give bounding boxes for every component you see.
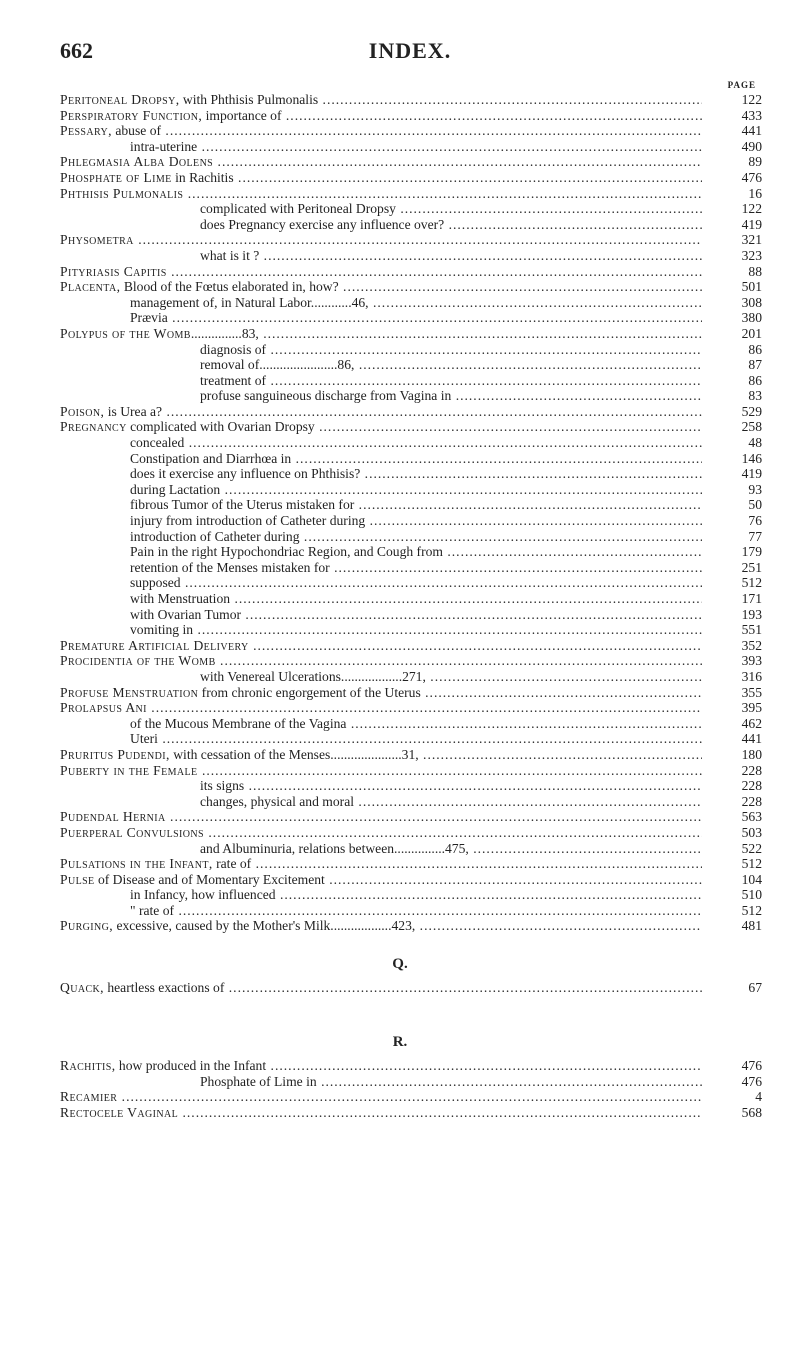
- entry-page-number: 490: [702, 139, 762, 155]
- entry-heading: Pessary,: [60, 123, 112, 139]
- index-entry: [60, 887, 762, 903]
- entry-page-number: 510: [702, 887, 762, 903]
- page-column-label: PAGE: [727, 80, 756, 90]
- entry-page-number: 563: [702, 809, 762, 825]
- index-entry: [60, 123, 762, 139]
- index-entry: [60, 794, 762, 810]
- entry-page-number: 93: [702, 482, 762, 498]
- entry-page-number: 433: [702, 108, 762, 124]
- page-number: 662: [60, 38, 93, 63]
- index-entries-q: [60, 980, 762, 996]
- entry-page-number: 380: [702, 310, 762, 326]
- entry-text: [60, 763, 702, 779]
- entry-page-number: 503: [702, 825, 762, 841]
- entry-page-number: 476: [702, 1058, 762, 1074]
- entry-page-number: 355: [702, 685, 762, 701]
- index-entry: [60, 404, 762, 420]
- entry-subtext: does Pregnancy exercise any influence over?: [200, 216, 445, 232]
- entry-text: [60, 92, 702, 108]
- entry-heading: Rectocele Vaginal: [60, 1104, 179, 1120]
- entry-text: [60, 872, 702, 888]
- entry-page-number: 481: [702, 918, 762, 934]
- section-letter-q: Q.: [392, 956, 408, 972]
- index-entry: [60, 607, 762, 623]
- index-entry: [60, 419, 762, 435]
- entry-subtext: supposed: [130, 575, 181, 591]
- entry-page-number: 193: [702, 607, 762, 623]
- index-entry: [60, 700, 762, 716]
- entry-text: [60, 451, 702, 467]
- entry-page-number: 104: [702, 872, 762, 888]
- index-entry: [60, 186, 762, 202]
- entry-text: [60, 419, 702, 435]
- index-entry: [60, 560, 762, 576]
- entry-text: [60, 841, 702, 857]
- index-entry: [60, 1105, 762, 1121]
- entry-subtext: Constipation and Diarrhœa in: [130, 450, 292, 466]
- entry-heading: Peritoneal Dropsy,: [60, 92, 180, 107]
- index-entry: [60, 482, 762, 498]
- entry-heading: Phosphate of Lime: [60, 169, 172, 185]
- index-entry: [60, 638, 762, 654]
- entry-text: [60, 404, 702, 420]
- entry-text: [60, 497, 702, 513]
- entry-page-number: 83: [702, 388, 762, 404]
- entry-heading: Procidentia of the Womb: [60, 653, 216, 669]
- entry-text: [60, 544, 702, 560]
- entry-heading: Prolapsus Ani: [60, 700, 147, 716]
- entry-subtext: injury from introduction of Catheter during: [130, 513, 366, 529]
- index-entry: [60, 747, 762, 763]
- entry-subtext: from chronic engorgement of the Uterus: [198, 684, 421, 700]
- index-entry: [60, 279, 762, 295]
- entry-subtext: removal of.......................86,: [200, 357, 355, 373]
- entry-page-number: 352: [702, 638, 762, 654]
- entry-subtext: does it exercise any influence on Phthisis?: [130, 466, 361, 482]
- index-entry: [60, 903, 762, 919]
- entry-page-number: 476: [702, 1074, 762, 1090]
- index-entry: [60, 139, 762, 155]
- entry-text: [60, 1089, 702, 1105]
- index-entries-r: [60, 1058, 762, 1120]
- entry-page-number: 16: [702, 186, 762, 202]
- entry-subtext: importance of: [202, 107, 282, 123]
- index-entry: [60, 1058, 762, 1074]
- index-entry: [60, 872, 762, 888]
- index-entry: [60, 497, 762, 513]
- entry-page-number: 419: [702, 466, 762, 482]
- index-entry: [60, 357, 762, 373]
- entry-heading: Phlegmasia Alba Dolens: [60, 154, 214, 170]
- entry-subtext: intra-uterine: [130, 138, 198, 154]
- entry-page-number: 4: [702, 1089, 762, 1105]
- entry-text: [60, 716, 702, 732]
- index-entry: [60, 326, 762, 342]
- entry-page-number: 67: [702, 980, 762, 996]
- index-entry: [60, 92, 762, 108]
- index-entry: [60, 591, 762, 607]
- index-entry: [60, 248, 762, 264]
- entry-text: [60, 794, 702, 810]
- entry-text: [60, 139, 702, 155]
- entry-subtext: in Rachitis: [171, 169, 234, 185]
- page-header: [60, 38, 760, 68]
- entry-subtext: ...............83,: [190, 325, 259, 341]
- index-entries-p: [60, 92, 762, 934]
- entry-subtext: excessive, caused by the Mother's Milk..................423,: [113, 918, 416, 934]
- entry-text: [60, 980, 702, 996]
- entry-text: [60, 653, 702, 669]
- entry-text: [60, 669, 702, 685]
- entry-page-number: 551: [702, 622, 762, 638]
- entry-subtext: " rate of: [130, 902, 175, 918]
- entry-page-number: 77: [702, 529, 762, 545]
- entry-text: [60, 1105, 702, 1121]
- entry-page-number: 321: [702, 232, 762, 248]
- entry-text: [60, 513, 702, 529]
- entry-subtext: fibrous Tumor of the Uterus mistaken for: [130, 497, 355, 513]
- index-entry: [60, 622, 762, 638]
- index-entry: [60, 342, 762, 358]
- index-entry: [60, 809, 762, 825]
- entry-page-number: 228: [702, 794, 762, 810]
- entry-text: [60, 529, 702, 545]
- entry-page-number: 323: [702, 248, 762, 264]
- entry-text: [60, 747, 702, 763]
- entry-text: [60, 1058, 702, 1074]
- entry-page-number: 419: [702, 217, 762, 233]
- entry-heading: Premature Artificial Delivery: [60, 637, 249, 653]
- entry-subtext: complicated with Ovarian Dropsy: [126, 419, 315, 435]
- entry-subtext: abuse of: [111, 123, 162, 139]
- entry-subtext: with Menstruation: [130, 591, 231, 606]
- entry-text: [60, 342, 702, 358]
- entry-heading: Placenta,: [60, 279, 121, 295]
- entry-heading: Rachitis,: [60, 1058, 116, 1073]
- index-entry: [60, 232, 762, 248]
- entry-text: [60, 903, 702, 919]
- entry-text: [60, 264, 702, 280]
- entry-subtext: complicated with Peritoneal Dropsy: [200, 201, 396, 217]
- entry-page-number: 201: [702, 326, 762, 342]
- entry-text: [60, 482, 702, 498]
- entry-heading: Pulsations in the Infant,: [60, 856, 213, 872]
- entry-subtext: in Infancy, how influenced: [130, 887, 276, 903]
- entry-page-number: 171: [702, 591, 762, 607]
- entry-page-number: 462: [702, 716, 762, 732]
- entry-subtext: how produced in the Infant: [115, 1058, 267, 1073]
- entry-text: [60, 638, 702, 654]
- entry-page-number: 476: [702, 170, 762, 186]
- entry-subtext: retention of the Menses mistaken for: [130, 559, 330, 575]
- entry-subtext: changes, physical and moral: [200, 793, 355, 809]
- index-entry: [60, 388, 762, 404]
- entry-subtext: with Venereal Ulcerations..................271,: [200, 668, 426, 684]
- entry-subtext: introduction of Catheter during: [130, 528, 300, 544]
- entry-subtext: diagnosis of: [200, 341, 267, 357]
- index-entry: [60, 217, 762, 233]
- entry-heading: Pulse: [60, 871, 95, 887]
- entry-subtext: of Disease and of Momentary Excitement: [94, 871, 325, 887]
- entry-heading: Pityriasis Capitis: [60, 263, 167, 279]
- entry-page-number: 180: [702, 747, 762, 763]
- entry-heading: Purging,: [60, 918, 114, 934]
- index-entry: [60, 669, 762, 685]
- entry-page-number: 179: [702, 544, 762, 560]
- entry-subtext: concealed: [130, 435, 185, 451]
- entry-heading: Quack,: [60, 980, 104, 995]
- entry-text: [60, 591, 702, 607]
- index-entry: [60, 295, 762, 311]
- entry-text: [60, 373, 702, 389]
- entry-text: [60, 778, 702, 794]
- entry-heading: Puerperal Convulsions: [60, 824, 204, 840]
- entry-subtext: with Phthisis Pulmonalis: [179, 92, 319, 107]
- entry-text: [60, 466, 702, 482]
- section-letter-r: R.: [392, 1034, 408, 1050]
- entry-page-number: 251: [702, 560, 762, 576]
- entry-page-number: 258: [702, 419, 762, 435]
- entry-text: [60, 170, 702, 186]
- entry-text: [60, 201, 702, 217]
- entry-heading: Pudendal Hernia: [60, 809, 166, 825]
- entry-subtext: and Albuminuria, relations between...............475,: [200, 840, 469, 856]
- index-entry: [60, 841, 762, 857]
- index-entry: [60, 653, 762, 669]
- index-entry: [60, 1089, 762, 1105]
- entry-subtext: of the Mucous Membrane of the Vagina: [130, 715, 347, 731]
- entry-subtext: Uteri: [130, 731, 158, 747]
- index-entry: [60, 731, 762, 747]
- entry-text: [60, 326, 702, 342]
- entry-text: [60, 918, 702, 934]
- entry-heading: Pruritus Pudendi,: [60, 746, 170, 762]
- entry-text: [60, 435, 702, 451]
- entry-text: [60, 560, 702, 576]
- index-entry: [60, 513, 762, 529]
- entry-page-number: 87: [702, 357, 762, 373]
- entry-subtext: vomiting in: [130, 622, 194, 638]
- entry-text: [60, 1074, 702, 1090]
- entry-page-number: 512: [702, 856, 762, 872]
- entry-page-number: 89: [702, 154, 762, 170]
- entry-page-number: 393: [702, 653, 762, 669]
- entry-text: [60, 154, 702, 170]
- index-entry: [60, 716, 762, 732]
- entry-subtext: during Lactation: [130, 481, 221, 497]
- entry-text: [60, 388, 702, 404]
- entry-page-number: 395: [702, 700, 762, 716]
- entry-subtext: with cessation of the Menses.....................31,: [169, 746, 419, 762]
- index-entry: [60, 154, 762, 170]
- entry-text: [60, 731, 702, 747]
- entry-text: [60, 248, 702, 264]
- index-entry: [60, 451, 762, 467]
- entry-subtext: rate of: [212, 856, 252, 872]
- index-entry: [60, 918, 762, 934]
- entry-page-number: 122: [702, 201, 762, 217]
- index-entry: [60, 435, 762, 451]
- entry-text: [60, 232, 702, 248]
- entry-page-number: 122: [702, 92, 762, 108]
- entry-subtext: Phosphate of Lime in: [200, 1073, 317, 1089]
- entry-page-number: 512: [702, 903, 762, 919]
- entry-text: [60, 310, 702, 326]
- entry-subtext: profuse sanguineous discharge from Vagina in: [200, 388, 452, 404]
- entry-page-number: 529: [702, 404, 762, 420]
- entry-page-number: 441: [702, 123, 762, 139]
- index-entry: [60, 373, 762, 389]
- entry-page-number: 76: [702, 513, 762, 529]
- entry-page-number: 146: [702, 451, 762, 467]
- entry-heading: Recamier: [60, 1089, 118, 1105]
- index-entry: [60, 544, 762, 560]
- entry-subtext: Pain in the right Hypochondriac Region, and Cough from: [130, 544, 443, 560]
- index-entry: [60, 108, 762, 124]
- entry-text: [60, 825, 702, 841]
- entry-text: [60, 279, 702, 295]
- entry-page-number: 308: [702, 295, 762, 311]
- index-entry: [60, 575, 762, 591]
- index-entry: [60, 763, 762, 779]
- index-entry: [60, 529, 762, 545]
- entry-text: [60, 622, 702, 638]
- entry-text: [60, 700, 702, 716]
- index-entry: [60, 980, 762, 996]
- entry-heading: Profuse Menstruation: [60, 684, 199, 700]
- entry-subtext: with Ovarian Tumor: [130, 606, 242, 622]
- entry-page-number: 228: [702, 763, 762, 779]
- entry-subtext: treatment of: [200, 372, 267, 388]
- running-title: INDEX.: [368, 38, 452, 63]
- entry-text: [60, 856, 702, 872]
- entry-heading: Poison,: [60, 403, 105, 419]
- entry-subtext: is Urea a?: [104, 403, 163, 419]
- entry-subtext: heartless exactions of: [103, 980, 225, 995]
- entry-subtext: its signs: [200, 778, 245, 794]
- entry-heading: Perspiratory Function,: [60, 107, 203, 123]
- entry-page-number: 228: [702, 778, 762, 794]
- index-entry: [60, 825, 762, 841]
- entry-heading: Physometra: [60, 232, 134, 248]
- entry-text: [60, 607, 702, 623]
- index-entry: [60, 201, 762, 217]
- entry-page-number: 50: [702, 497, 762, 513]
- entry-subtext: management of, in Natural Labor............46,: [130, 294, 369, 310]
- entry-page-number: 86: [702, 373, 762, 389]
- entry-heading: Phthisis Pulmonalis: [60, 185, 184, 201]
- index-entry: [60, 778, 762, 794]
- entry-heading: Puberty in the Female: [60, 762, 198, 778]
- entry-page-number: 88: [702, 264, 762, 280]
- index-entry: [60, 310, 762, 326]
- entry-heading: Pregnancy: [60, 419, 127, 435]
- entry-page-number: 316: [702, 669, 762, 685]
- entry-subtext: what is it ?: [200, 247, 260, 263]
- index-entry: [60, 685, 762, 701]
- entry-text: [60, 108, 702, 124]
- entry-subtext: Blood of the Fœtus elaborated in, how?: [120, 279, 339, 295]
- index-entry: [60, 264, 762, 280]
- entry-page-number: 86: [702, 342, 762, 358]
- entry-text: [60, 575, 702, 591]
- index-entry: [60, 1074, 762, 1090]
- entry-heading: Polypus of the Womb: [60, 325, 191, 341]
- entry-text: [60, 123, 702, 139]
- entry-page-number: 441: [702, 731, 762, 747]
- entry-page-number: 501: [702, 279, 762, 295]
- entry-text: [60, 217, 702, 233]
- entry-page-number: 512: [702, 575, 762, 591]
- entry-page-number: 568: [702, 1105, 762, 1121]
- entry-page-number: 522: [702, 841, 762, 857]
- entry-text: [60, 295, 702, 311]
- entry-subtext: Prævia: [130, 310, 168, 326]
- index-entry: [60, 466, 762, 482]
- entry-text: [60, 186, 702, 202]
- entry-text: [60, 357, 702, 373]
- entry-text: [60, 887, 702, 903]
- index-entry: [60, 856, 762, 872]
- entry-text: [60, 685, 702, 701]
- entry-page-number: 48: [702, 435, 762, 451]
- index-entry: [60, 170, 762, 186]
- entry-text: [60, 809, 702, 825]
